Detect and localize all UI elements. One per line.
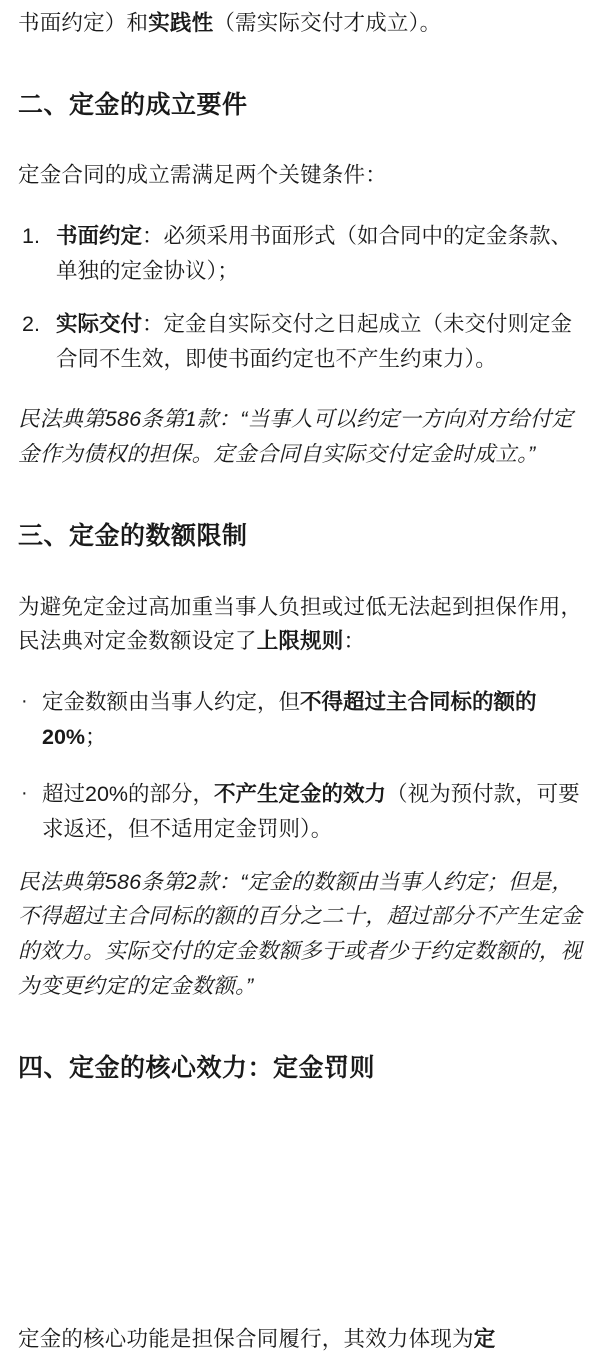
spacer [18,193,592,219]
bullet-icon: · [21,781,28,804]
list-item-prefix: 定金数额由当事人约定，但 [42,690,301,715]
section3-intro-bold: 上限规则 [256,629,344,654]
list-item [18,777,592,847]
section-heading-2: 二、定金的成立要件 [18,90,248,119]
section-heading-3: 三、定金的数额限制 [18,522,248,551]
continued-paragraph [18,0,592,41]
continued-paragraph-bold: 实践性 [148,11,214,35]
spacer [18,847,592,865]
continued-paragraph-prefix: 书面约定）和 [18,11,149,35]
list-item-text: ：必须采用书面形式（如合同中的定金条款、单独的定金协议）； [56,224,573,283]
spacer [18,376,592,402]
section3-intro-suffix: ： [343,629,366,654]
list-item-bold: 书面约定 [56,224,143,249]
list-item-prefix: 超过20%的部分， [42,781,215,806]
list-item [18,685,592,755]
section4-partial-prefix: 定金的核心功能是担保合同履行，其效力体现为 [18,1327,474,1351]
list-item-marker: 1. [22,224,40,249]
partial-paragraph-clip [0,1326,610,1356]
section4-partial-paragraph [0,1326,610,1356]
list-item-bold: 不产生定金的效力 [214,781,387,806]
spacer [18,124,592,158]
spacer [18,41,592,87]
section2-law-quote: 民法典第586条第1款：“当事人可以约定一方向对方给付定金作为债权的担保。定金合同自实际交付定金时成立。” [18,407,574,467]
section3-intro [18,590,592,660]
section4-partial-bold: 定 [473,1327,496,1351]
list-item-bold: 不得超过主合同标的额的20% [42,690,537,750]
section-heading-4: 四、定金的核心效力：定金罚则 [18,1053,376,1082]
bullet-icon: · [21,690,28,713]
list-item [18,219,592,289]
list-item-suffix: ； [85,725,107,750]
list-item-text: ：定金自实际交付之日起成立（未交付则定金合同不生效，即使书面约定也不产生约束力）。 [56,311,573,371]
list-item-bold: 实际交付 [56,311,143,336]
section3-intro-prefix: 为避免定金过高加重当事人负担或过低无法起到担保作用，民法典对定金数额设定了 [18,594,583,654]
section3-bullet-list [18,685,592,846]
section3-law-quote: 民法典第586条第2款：“定金的数额由当事人约定；但是，不得超过主合同标的额的百分之二十，超过部分不产生定金的效力。实际交付的定金数额多于或者少于约定数额的，视为变更约定的定金数额。” [18,869,583,999]
continued-paragraph-suffix: （需实际交付才成立）。 [213,11,442,35]
list-item [18,307,592,377]
list-item-suffix: （视为预付款，可要求返还，但不适用定金罚则）。 [42,781,580,841]
spacer [18,659,592,685]
list-item-marker: 2. [22,311,40,336]
spacer [18,472,592,518]
spacer [18,1004,592,1050]
section2-conditions-list [18,219,592,376]
section2-intro: 定金合同的成立需满足两个关键条件： [18,163,387,188]
spacer [18,556,592,590]
